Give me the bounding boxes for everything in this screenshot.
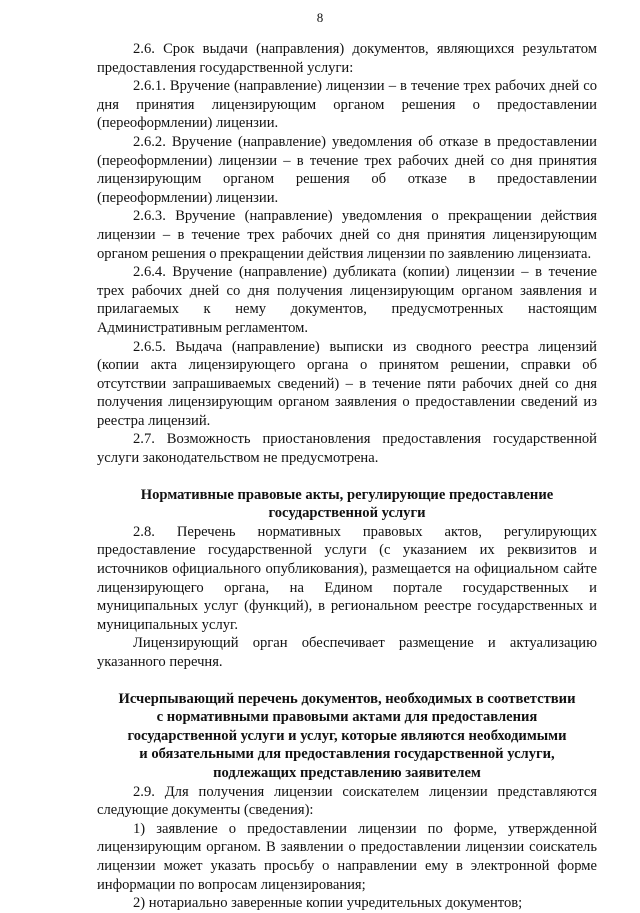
- paragraph-2-6-5: 2.6.5. Выдача (направление) выписки из сводного реестра лицензий (копии акта лицензирующего органа о принятом решении, справки об отсутствии запрашиваемых сведений) – в течение пяти рабочих дней со дня получения лицензирующим органом заявления о предоставлении сведений из реестра лицензий.: [97, 338, 597, 429]
- paragraph-2-7: 2.7. Возможность приостановления предоставления государственной услуги законодательством не предусмотрена.: [97, 431, 597, 467]
- paragraph-2-8: 2.8. Перечень нормативных правовых актов, регулирующих предоставление государственной услуги (с указанием их реквизитов и источников официального опубликования), размещается на официальном сайте лицензирующего органа, на Едином портале государственных и муниципальных услуг (функций), в региональном реестре государственных и муниципальных услуг.: [97, 523, 597, 633]
- paragraph-2-6-3: 2.6.3. Вручение (направление) уведомления о прекращении действия лицензии – в течение трех рабочих дней со дня принятия лицензирующим органом решения о прекращении действия лицензии по заявлению лицензиата.: [97, 208, 597, 262]
- document-body: [97, 40, 597, 913]
- section-heading-required-documents: [97, 690, 597, 783]
- section-legal-acts: [97, 486, 597, 672]
- paragraph-2-6-4: 2.6.4. Вручение (направление) дубликата (копии) лицензии – в течение трех рабочих дней со дня получения лицензирующим органом заявления и прилагаемых к нему документов, предусмотренных настоящим Административным регламентом.: [97, 264, 597, 336]
- paragraph-2-6-2: 2.6.2. Вручение (направление) уведомления об отказе в предоставлении (переоформлении) лицензии – в течение трех рабочих дней со дня принятия лицензирующим органом решения об отказе в предоставлении (переоформлении) лицензии.: [97, 133, 597, 206]
- heading-line: и обязательными для предоставления государственной услуги,: [139, 746, 555, 763]
- paragraph-2-6-1: 2.6.1. Вручение (направление) лицензии – в течение трех рабочих дней со дня принятия лицензирующим органом решения о предоставлении (переоформлении) лицензии.: [97, 78, 597, 132]
- paragraph-list-maintenance: Лицензирующий орган обеспечивает размещение и актуализацию указанного перечня.: [97, 635, 597, 670]
- heading-line: Нормативные правовые акты, регулирующие предоставление: [140, 486, 554, 503]
- heading-line: государственной услуги: [268, 505, 426, 522]
- list-item-2: 2) нотариально заверенные копии учредительных документов;: [133, 895, 523, 912]
- heading-line: подлежащих представлению заявителем: [213, 764, 481, 781]
- heading-line: Исчерпывающий перечень документов, необходимых в соответствии: [118, 690, 576, 707]
- section-required-documents: [97, 690, 597, 913]
- page-number: 8: [316, 10, 324, 25]
- section-terms: [97, 40, 597, 468]
- list-item-1: 1) заявление о предоставлении лицензии по форме, утвержденной лицензирующим органом. В заявлении о предоставлении лицензии соискатель лицензии может указать просьбу о направлении ему в электронной форме информации по вопросам лицензирования;: [97, 820, 597, 893]
- heading-line: с нормативными правовыми актами для предоставления: [156, 709, 538, 726]
- heading-line: государственной услуги и услуг, которые являются необходимыми: [127, 727, 567, 744]
- section-heading-legal-acts: [97, 486, 597, 523]
- paragraph-2-9: 2.9. Для получения лицензии соискателем лицензии представляются следующие документы (сведения):: [97, 783, 597, 819]
- paragraph-2-6: 2.6. Срок выдачи (направления) документов, являющихся результатом предоставления государственной услуги:: [97, 41, 597, 76]
